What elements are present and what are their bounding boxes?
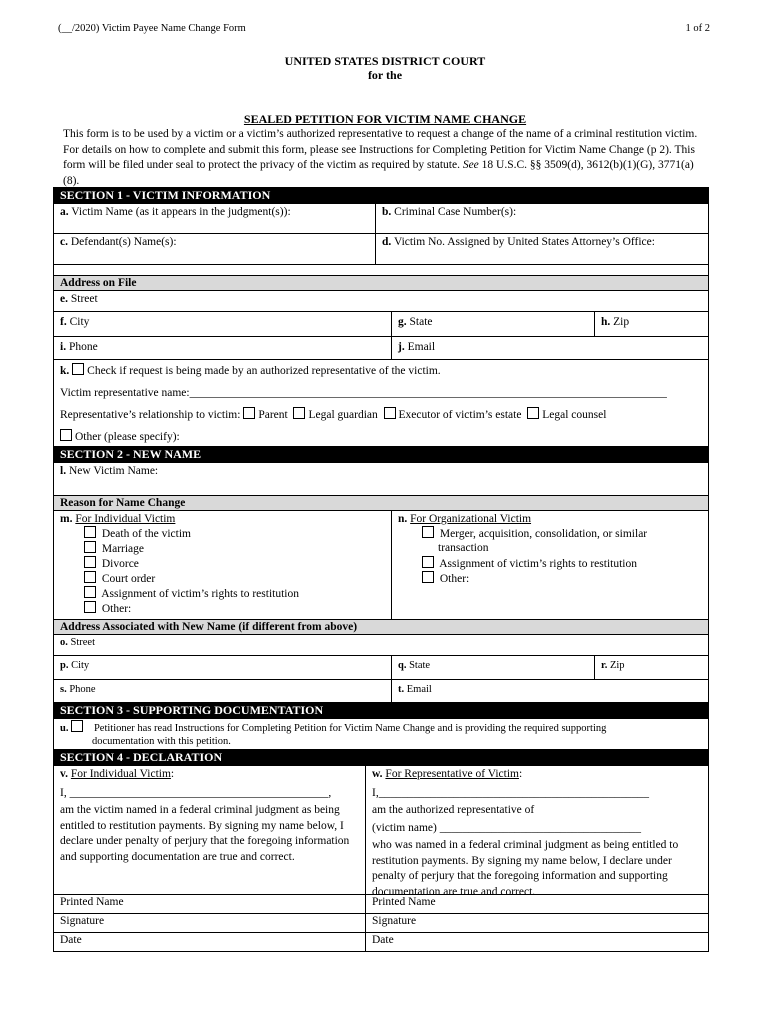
divorce-checkbox[interactable] (84, 556, 96, 568)
rep-signature[interactable]: Signature (365, 914, 708, 932)
printed-name-row (53, 895, 709, 914)
row-s-t (53, 680, 709, 703)
new-address-header: Address Associated with New Name (if different from above) (53, 620, 709, 635)
authorized-rep-row: k. Check if request is being made by an authorized representative of the victim. (60, 365, 441, 377)
legal-counsel-checkbox[interactable] (527, 407, 539, 419)
city-field[interactable]: f. City (60, 316, 90, 328)
rep-name-field[interactable]: Victim representative name:___________________________________________________________________________________ (60, 387, 667, 399)
date-row (53, 933, 709, 952)
petition-title: SEALED PETITION FOR VICTIM NAME CHANGE (243, 112, 527, 126)
death-checkbox[interactable] (84, 526, 96, 538)
section1-title: SECTION 1 - VICTIM INFORMATION (53, 187, 709, 204)
new-victim-name-field[interactable]: l. New Victim Name: (53, 463, 709, 496)
parent-checkbox[interactable] (243, 407, 255, 419)
row-i-j (53, 337, 709, 360)
org-other-checkbox[interactable] (422, 571, 434, 583)
reason-org-assignment: Assignment of victim’s rights to restitution (422, 556, 702, 571)
victim-number-field[interactable]: d. Victim No. Assigned by United States Attorney’s Office: (375, 234, 708, 264)
street-field[interactable]: e. Street (53, 291, 709, 312)
court-title: UNITED STATES DISTRICT COURT (284, 54, 486, 68)
court-subtitle: for the (367, 68, 403, 82)
intro-citation: 18 U.S.C. §§ 3509(d), 3612(b)(1)(G), 3771(a)(8). (63, 159, 694, 187)
email-field[interactable]: j. Email (391, 337, 708, 359)
victim-name-field[interactable]: a. Victim Name (as it appears in the judgment(s)): (60, 206, 291, 218)
reason-row (53, 511, 709, 620)
executor-checkbox[interactable] (384, 407, 396, 419)
intro-paragraph (63, 127, 703, 189)
section2-title: SECTION 2 - NEW NAME (53, 447, 709, 463)
rel-other-row: Other (please specify): (60, 426, 702, 448)
marriage-checkbox[interactable] (84, 541, 96, 553)
individual-printed-name[interactable]: Printed Name (60, 896, 124, 908)
signature-row (53, 914, 709, 933)
individual-declaration-text: am the victim named in a federal criminal judgment as being entitled to restitution payments. By signing my name below, I declare under penalty of perjury that the foregoing information and supporting documentation are true and correct. (60, 804, 350, 863)
individual-signature[interactable]: Signature (60, 915, 105, 927)
new-street-field[interactable]: o. Street (53, 635, 709, 656)
reason-assignment: Assignment of victim’s rights to restitution (84, 586, 385, 601)
section3-title: SECTION 3 - SUPPORTING DOCUMENTATION (53, 703, 709, 719)
individual-declaration: v. For Individual Victim: I, _____________________________________________, am the victim named in a federal criminal judgment as being entitled to restitution payments. By signing my name below, I declare under penalty of perjury that the foregoing information and supporting documentation are true and correct. (54, 766, 365, 894)
rep-victim-name-line[interactable]: (victim name) ___________________________________ (372, 821, 641, 834)
reason-marriage: Marriage (84, 541, 385, 556)
other-checkbox[interactable] (84, 601, 96, 613)
form-name-header: (__/2020) Victim Payee Name Change Form (58, 23, 246, 34)
new-zip-field[interactable]: r. Zip (594, 656, 708, 679)
reason-merger-cont: transaction (438, 542, 489, 554)
petition-form (53, 187, 709, 952)
spacer-row (53, 265, 709, 276)
representative-declaration: w. For Representative of Victim: I,_______________________________________________ am the authorized representative of (victim name) ___________________________________ who was named in a federal criminal judgment as being entitled to restitution payments. By signing my name below, I declare under penalty of perjury that the foregoing information and supporting documentation are true and correct. (365, 766, 708, 894)
intro-text: This form is to be used by a victim or a victim’s authorized representative to request a change of the name of a criminal restitution victim. For details on how to complete and submit this form, please see Instructions for Completing Petition for Victim Name Change (p 2). This form will be filed under seal to protect the privacy of the victim as required by statute. (63, 128, 698, 171)
org-assignment-checkbox[interactable] (422, 556, 434, 568)
zip-field[interactable]: h. Zip (594, 312, 708, 336)
reason-other: Other: (84, 601, 385, 616)
intro-see: See (462, 159, 479, 171)
representative-block (53, 360, 709, 447)
address-on-file-header: Address on File (53, 276, 709, 291)
reason-death: Death of the victim (84, 526, 385, 541)
merger-checkbox[interactable] (422, 526, 434, 538)
reason-org-other: Other: (422, 571, 702, 586)
case-number-field[interactable]: b. Criminal Case Number(s): (375, 204, 708, 233)
rel-other-checkbox[interactable] (60, 429, 72, 441)
individual-name-line[interactable]: I, _____________________________________________, (60, 786, 332, 799)
authorized-rep-checkbox[interactable] (72, 363, 84, 375)
individual-reasons: m. For Individual Victim Death of the victim Marriage Divorce Court order Assignment of victim’s rights to restitution Other: (54, 511, 391, 619)
reason-court-order: Court order (84, 571, 385, 586)
supporting-doc-checkbox[interactable] (71, 720, 83, 732)
reason-divorce: Divorce (84, 556, 385, 571)
assignment-checkbox[interactable] (84, 586, 96, 598)
individual-date[interactable]: Date (60, 934, 82, 946)
defendant-name-field[interactable]: c. Defendant(s) Name(s): (60, 236, 177, 248)
state-field[interactable]: g. State (391, 312, 594, 336)
new-phone-field[interactable]: s. Phone (60, 684, 96, 695)
reason-merger: Merger, acquisition, consolidation, or similar (422, 526, 702, 541)
organizational-reasons: n. For Organizational Victim Merger, acquisition, consolidation, or similar transaction Assignment of victim’s rights to restitution Other: (391, 511, 708, 619)
supporting-doc-row: u. Petitioner has read Instructions for Completing Petition for Victim Name Change and is providing the required supporting documentation with this petition. (53, 719, 709, 750)
rep-declaration-text: who was named in a federal criminal judgment as being entitled to restitution payments. By signing my name below, I declare under penalty of perjury that the foregoing information and supporting documentation are true and correct. (372, 839, 679, 898)
rep-name-line[interactable]: I,_______________________________________________ (372, 786, 649, 799)
rep-printed-name[interactable]: Printed Name (365, 895, 708, 913)
declaration-row (53, 766, 709, 898)
relationship-row: Representative’s relationship to victim: Parent Legal guardian Executor of victim’s estate Legal counsel (60, 409, 607, 421)
new-city-field[interactable]: p. City (60, 660, 90, 671)
row-f-g-h (53, 312, 709, 337)
new-email-field[interactable]: t. Email (391, 680, 708, 702)
row-a-b (53, 204, 709, 234)
rep-date[interactable]: Date (365, 933, 708, 951)
reason-header: Reason for Name Change (53, 496, 709, 511)
new-state-field[interactable]: q. State (391, 656, 594, 679)
row-c-d (53, 234, 709, 265)
row-p-q-r (53, 656, 709, 680)
court-order-checkbox[interactable] (84, 571, 96, 583)
phone-field[interactable]: i. Phone (60, 341, 98, 353)
legal-guardian-checkbox[interactable] (293, 407, 305, 419)
page-indicator: 1 of 2 (685, 23, 710, 34)
section4-title: SECTION 4 - DECLARATION (53, 750, 709, 766)
